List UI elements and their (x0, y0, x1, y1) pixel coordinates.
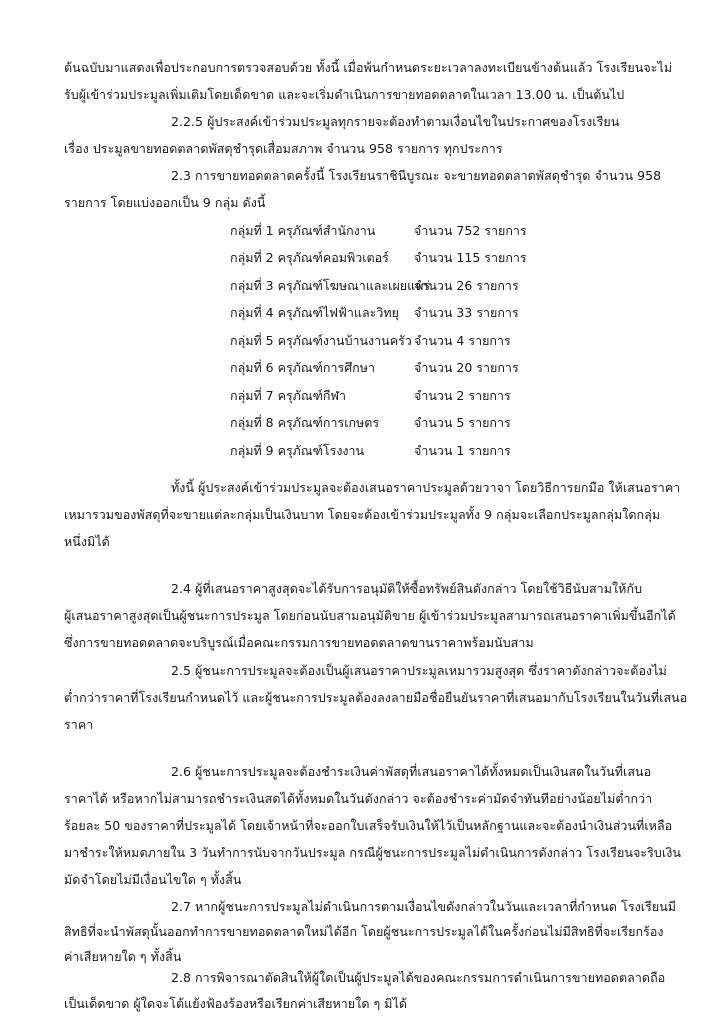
group-name: กลุ่มที่ 5 ครุภัณฑ์งานบ้านงานครัว (230, 332, 412, 348)
clause-2-6: 2.6 ผู้ชนะการประมูลจะต้องชำระเงินค่าพัสดุที่เสนอราคาได้ทั้งหมดเป็นเงินสดในวันที่เสนอ (171, 764, 652, 780)
paragraph-line: รายการ โดยแบ่งออกเป็น 9 กลุ่ม ดังนี้ (64, 194, 266, 210)
group-count: จำนวน 2 รายการ (414, 387, 511, 403)
group-name: กลุ่มที่ 4 ครุภัณฑ์ไฟฟ้าและวิทยุ (230, 304, 399, 320)
paragraph-line: รับผู้เข้าร่วมประมูลเพิ่มเติมโดยเด็ดขาด และจะเริ่มดำเนินการขายทอดตลาดในเวลา 13.00 น. เป็นต้นไป (64, 86, 625, 102)
paragraph-line: ซึ่งการขายทอดตลาดจะบริบูรณ์เมื่อคณะกรรมการขายทอดตลาดขานราคาพร้อมนับสาม (64, 634, 534, 650)
clause-2-5: 2.5 ผู้ชนะการประมูลจะต้องเป็นผู้เสนอราคาประมูลเหมารวมสูงสุด ซึ่งราคาดังกล่าวจะต้องไม่ (171, 662, 667, 678)
paragraph-line: สิทธิที่จะนำพัสดุนั้นออกทำการขายทอดตลาดใหม่ได้อีก โดยผู้ชนะการประมูลได้ในครั้งก่อนไม่มีสิทธิที่จะเรียกร้อง (64, 924, 664, 940)
clause-2-8: 2.8 การพิจารณาตัดสินให้ผู้ใดเป็นผู้ประมูลได้ของคณะกรรมการดำเนินการขายทอดตลาดถือ (171, 970, 666, 985)
group-name: กลุ่มที่ 8 ครุภัณฑ์การเกษตร (230, 414, 380, 430)
group-count: จำนวน 4 รายการ (414, 332, 511, 348)
group-name: กลุ่มที่ 1 ครุภัณฑ์สำนักงาน (230, 222, 376, 238)
clause-2-4: 2.4 ผู้ที่เสนอราคาสูงสุดจะได้รับการอนุมัติให้ซื้อทรัพย์สินดังกล่าว โดยใช้วิธีนับสามให้กับ (171, 580, 643, 596)
group-name: กลุ่มที่ 6 ครุภัณฑ์การศึกษา (230, 359, 375, 375)
group-count: จำนวน 26 รายการ (414, 277, 519, 293)
paragraph-line: ต้นฉบับมาแสดงเพื่อประกอบการตรวจสอบด้วย ทั้งนี้ เมื่อพ้นกำหนดระยะเวลาลงทะเบียนข้างต้นแล้ว โรงเรียนจะไม่ (64, 59, 673, 75)
paragraph-line: ต่ำกว่าราคาที่โรงเรียนกำหนดไว้ และผู้ชนะการประมูลต้องลงลายมือชื่อยืนยันราคาที่เสนอมากับโรงเรียนในวันที่เสนอ (64, 689, 688, 705)
group-name: กลุ่มที่ 2 ครุภัณฑ์คอมพิวเตอร์ (230, 249, 389, 265)
paragraph-line: ค่าเสียหายใด ๆ ทั้งสิ้น (64, 948, 182, 964)
clause-2-7: 2.7 หากผู้ชนะการประมูลไม่ดำเนินการตามเงื่อนไขดังกล่าวในวันและเวลาที่กำหนด โรงเรียนมี (171, 899, 677, 915)
paragraph-line: ราคา (64, 716, 94, 732)
paragraph-line: ร้อยละ 50 ของราคาที่ประมูลได้ โดยเจ้าหน้าที่จะออกใบเสร็จรับเงินให้ไว้เป็นหลักฐานและจะต้องนำเงินส่วนที่เหลือ (64, 818, 673, 834)
group-name: กลุ่มที่ 3 ครุภัณฑ์โฆษณาและเผยแพร่ (230, 277, 431, 293)
auction-method-paragraph: ทั้งนี้ ผู้ประสงค์เข้าร่วมประมูลจะต้องเสนอราคาประมูลด้วยวาจา โดยวิธีการยกมือ ให้เสนอราคา (171, 479, 681, 495)
paragraph-line: เหมารวมของพัสดุที่จะขายแต่ละกลุ่มเป็นเงินบาท โดยจะต้องเข้าร่วมประมูลทั้ง 9 กลุ่มจะเลือกประมูลกลุ่มใดกลุ่ม (64, 506, 661, 522)
group-count: จำนวน 5 รายการ (414, 414, 511, 430)
group-count: จำนวน 33 รายการ (414, 304, 519, 320)
paragraph-line: เป็นเด็ดขาด ผู้ใดจะโต้แย้งฟ้องร้องหรือเรียกค่าเสียหายใด ๆ มิได้ (64, 996, 408, 1011)
paragraph-line: มัดจำโดยไม่มีเงื่อนไขใด ๆ ทั้งสิ้น (64, 872, 242, 888)
group-count: จำนวน 115 รายการ (414, 249, 527, 265)
group-name: กลุ่มที่ 9 ครุภัณฑ์โรงงาน (230, 442, 365, 458)
paragraph-line: ผู้เสนอราคาสูงสุดเป็นผู้ชนะการประมูล โดยก่อนนับสามอนุมัติขาย ผู้เข้าร่วมประมูลสามารถเสนอราคาเพิ่มขึ้นอีกได้ (64, 607, 676, 623)
paragraph-line: หนึ่งมิได้ (64, 533, 110, 549)
clause-2-3: 2.3 การขายทอดตลาดครั้งนี้ โรงเรียนราชินีบูรณะ จะขายทอดตลาดพัสดุชำรุด จำนวน 958 (171, 167, 662, 183)
group-count: จำนวน 20 รายการ (414, 359, 519, 375)
group-count: จำนวน 752 รายการ (414, 222, 527, 238)
clause-2-2-5: 2.2.5 ผู้ประสงค์เข้าร่วมประมูลทุกรายจะต้องทำตามเงื่อนไขในประกาศของโรงเรียน (171, 113, 620, 129)
paragraph-line: เรื่อง ประมูลขายทอดตลาดพัสดุชำรุดเสื่อมสภาพ จำนวน 958 รายการ ทุกประการ (64, 140, 503, 156)
group-name: กลุ่มที่ 7 ครุภัณฑ์กีฬา (230, 387, 347, 403)
group-count: จำนวน 1 รายการ (414, 442, 511, 458)
paragraph-line: ราคาได้ หรือหากไม่สามารถชำระเงินสดได้ทั้งหมดในวันดังกล่าว จะต้องชำระค่ามัดจำทันทีอย่างน้อยไม่ต่ำกว่า (64, 791, 653, 807)
paragraph-line: มาชำระให้หมดภายใน 3 วันทำการนับจากวันประมูล กรณีผู้ชนะการประมูลไม่ดำเนินการดังกล่าว โรงเรียนจะริบเงิน (64, 845, 681, 861)
